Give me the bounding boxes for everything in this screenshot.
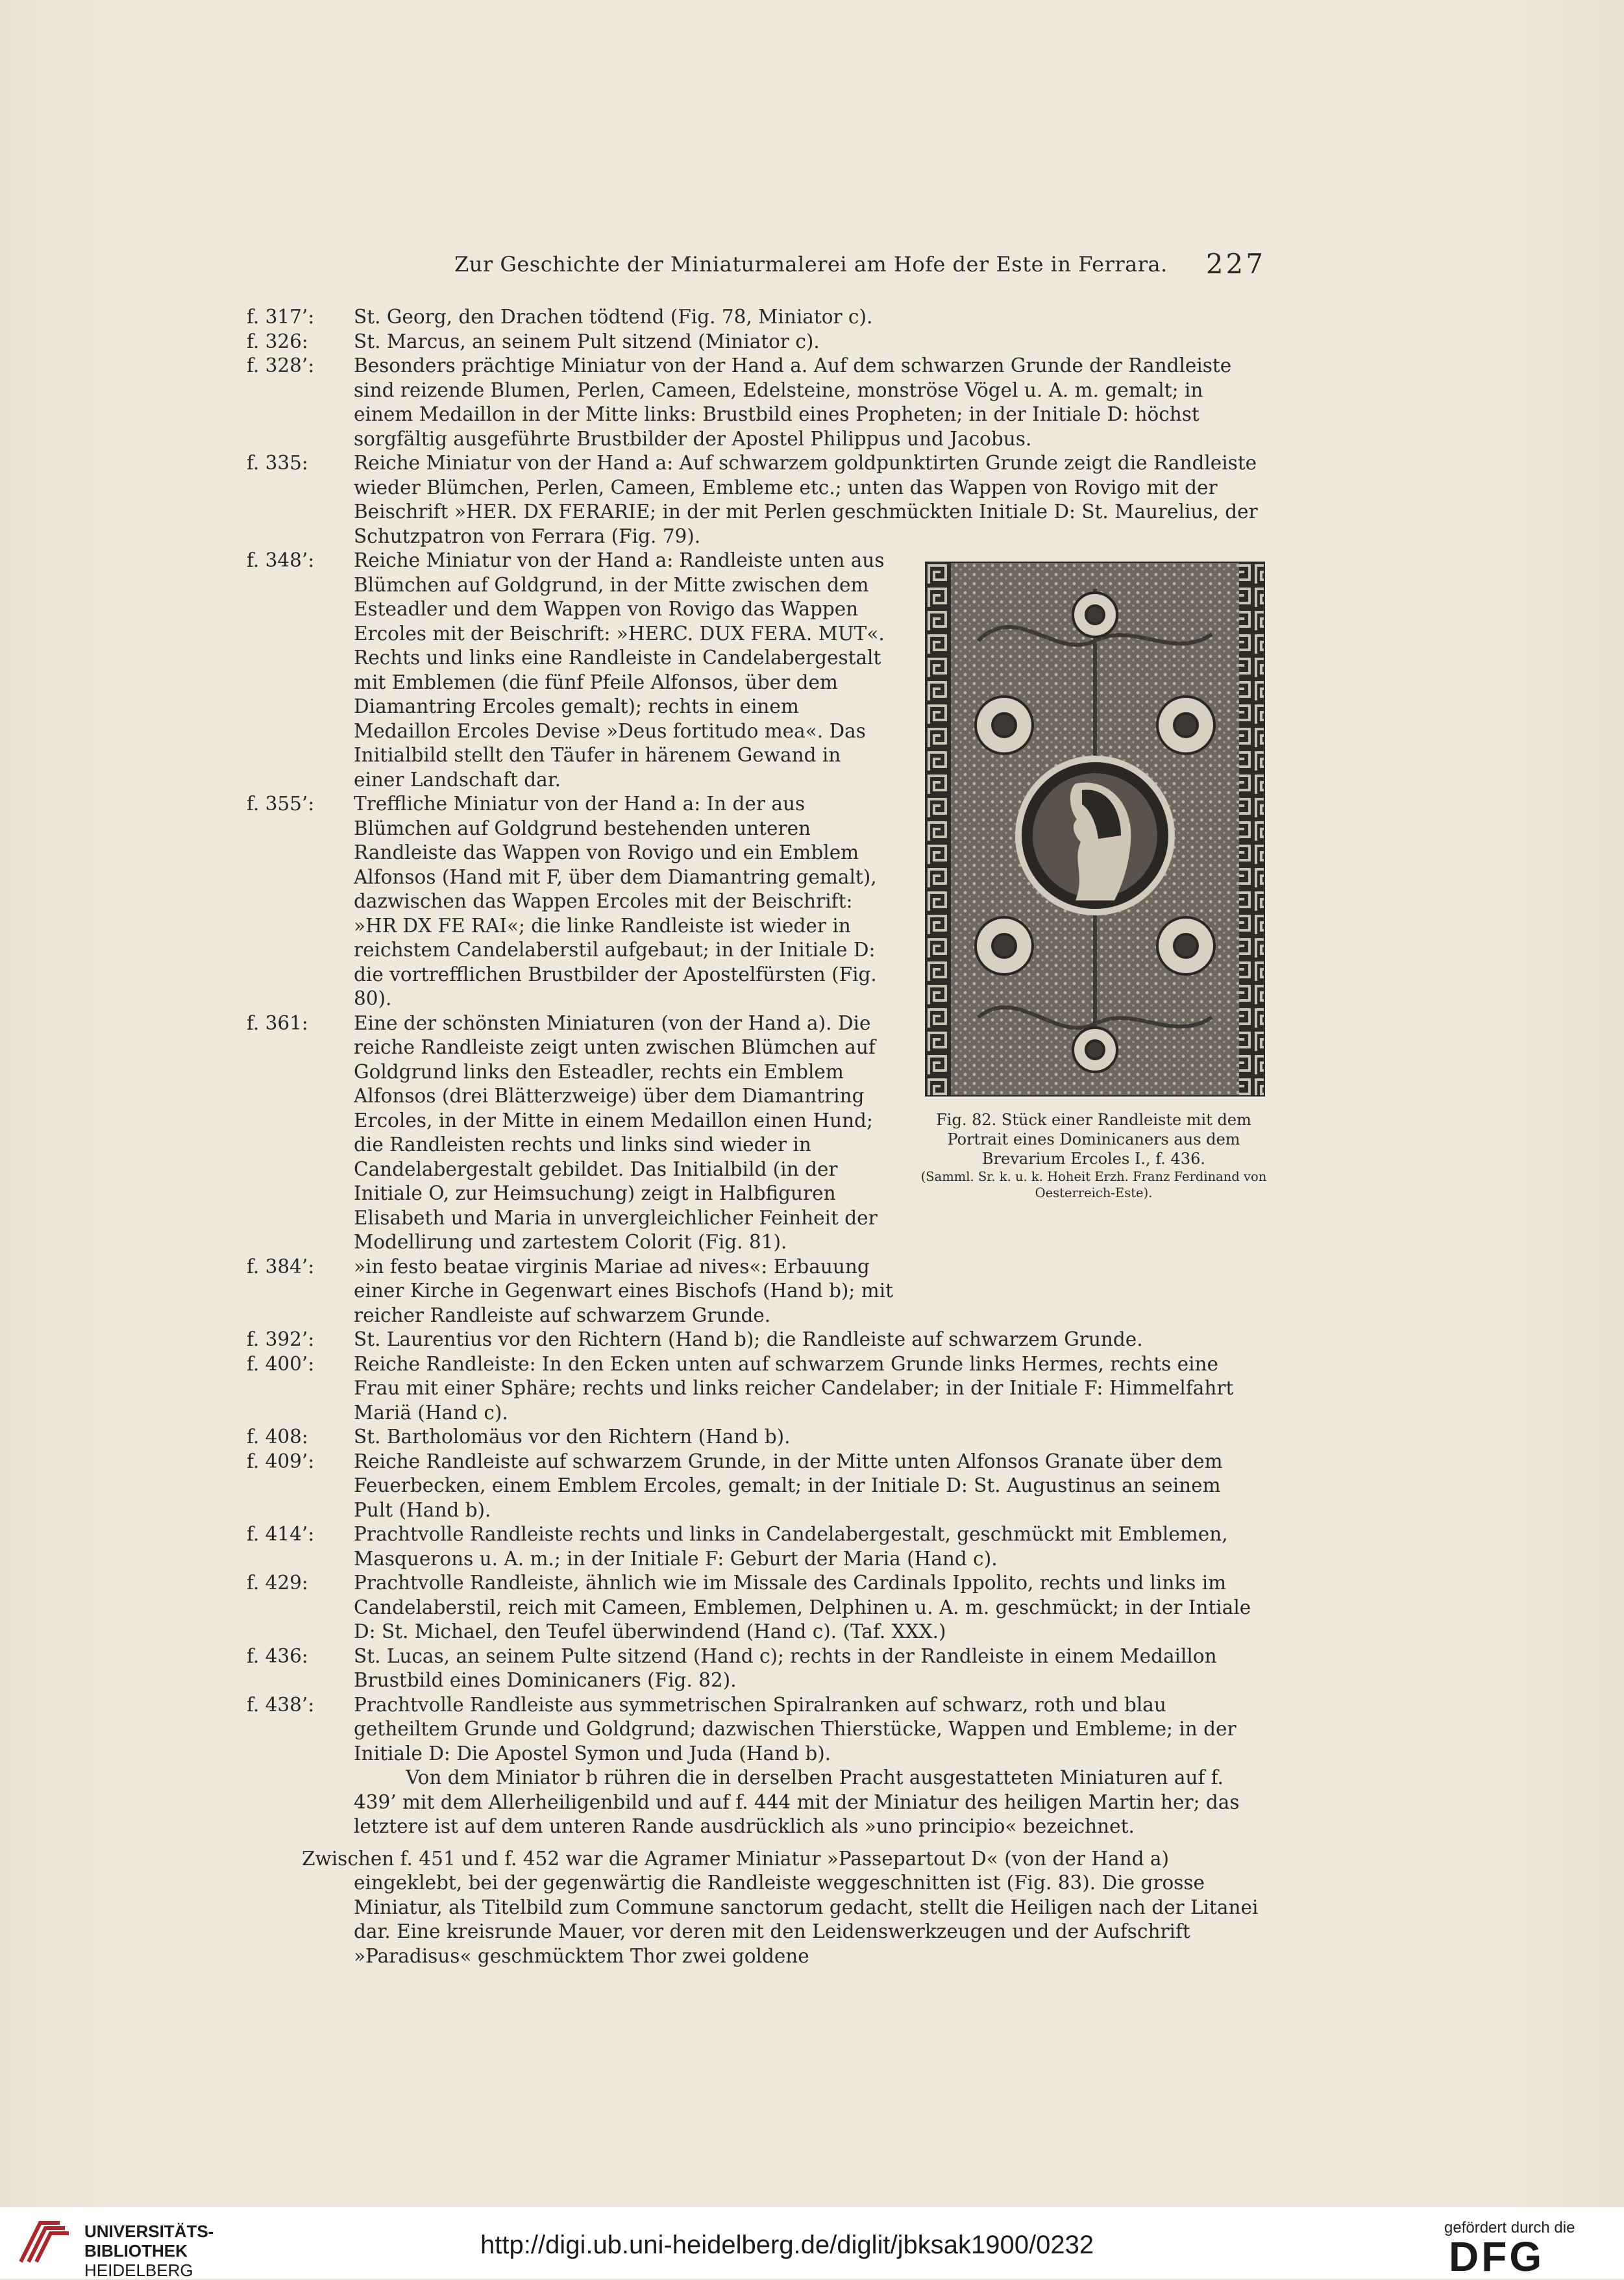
page-number: 227	[1205, 248, 1266, 280]
folio-entry	[247, 451, 1262, 549]
folio-ref: f. 392’:	[247, 1328, 315, 1350]
body-paragraph: Zwischen f. 451 und f. 452 war die Agramer Miniatur »Passepartout D« (von der Hand a) eingeklebt, bei der gegenwärtig die Randleiste weggeschnitten ist (Fig. 83). Die grosse Miniatur, als Titelbild zum Commune sanctorum gedacht, stellt die Heiligen nach der Litanei dar. Eine kreisrunde Mauer, vor deren mit den Leidenswerkzeugen und der Aufschrift »Paradisus« geschmücktem Thor zwei goldene	[302, 1847, 1259, 1967]
folio-ref: f. 361:	[247, 1011, 308, 1034]
folio-entry	[247, 1693, 1262, 1766]
folio-ref: f. 414’:	[247, 1523, 315, 1545]
folio-entry	[247, 1255, 1262, 1328]
funding-note: gefördert durch die	[1444, 2219, 1575, 2237]
folio-ref: f. 335:	[247, 452, 308, 474]
folio-ref: f. 408:	[247, 1426, 308, 1448]
folio-text: St. Laurentius vor den Richtern (Hand b); die Randleiste auf schwarzem Grunde.	[354, 1328, 1143, 1350]
folio-entry	[247, 1352, 1262, 1426]
folio-text: St. Georg, den Drachen tödtend (Fig. 78, Miniator c).	[354, 306, 873, 328]
library-line: BIBLIOTHEK	[84, 2241, 188, 2261]
dfg-logo: DFG	[1449, 2233, 1545, 2280]
folio-ref: f. 438’:	[247, 1693, 315, 1716]
folio-text: Prachtvolle Randleiste, ähnlich wie im Missale des Cardinals Ippolito, rechts und links im Candelaberstil, reich mit Cameen, Emblemen, Delphinen u. A. m. geschmückt; in der Intiale D: St. Michael, den Teufel überwindend (Hand c). (Taf. XXX.)	[354, 1572, 1251, 1642]
folio-entry	[247, 330, 1262, 354]
folio-entry	[247, 354, 1262, 451]
folio-text: St. Bartholomäus vor den Richtern (Hand b).	[354, 1426, 791, 1448]
library-line: UNIVERSITÄTS-	[84, 2222, 214, 2241]
folio-ref: f. 348’:	[247, 549, 315, 571]
body-paragraph: Von dem Miniator b rühren die in derselben Pracht ausgestatteten Miniaturen auf f. 439’ mit dem Allerheiligenbild und auf f. 444 mit der Miniatur des heiligen Martin her; das letztere ist auf dem unteren Rande ausdrücklich als »uno principio« bezeichnet.	[354, 1766, 1240, 1837]
folio-text: St. Marcus, an seinem Pult sitzend (Miniator c).	[354, 330, 820, 353]
running-title: Zur Geschichte der Miniaturmalerei am Hofe der Este in Ferrara.	[454, 252, 1168, 277]
folio-ref: f. 409’:	[247, 1450, 315, 1472]
folio-text: Reiche Miniatur von der Hand a: Randleiste unten aus Blümchen auf Goldgrund, in der Mitte zwischen dem Esteadler und dem Wappen von Rovigo das Wappen Ercoles mit der Beischrift: »HERC. DUX FERA. MUT«. Rechts und links eine Randleiste in Candelabergestalt mit Emblemen (die fünf Pfeile Alfonsos, über dem Diamantring Ercoles gemalt); rechts in einem Medaillon Ercoles Devise »Deus fortitudo mea«. Das Initialbild stellt den Täufer in härenem Gewand in einer Landschaft dar.	[354, 549, 885, 791]
folio-ref: f. 317’:	[247, 306, 315, 328]
folio-text: Reiche Miniatur von der Hand a: Auf schwarzem goldpunktirten Grunde zeigt die Randleiste wieder Blümchen, Perlen, Cameen, Embleme etc.; unten das Wappen von Rovigo mit der Beischrift »HER. DX FERARIE; in der mit Perlen geschmückten Initiale D: St. Maurelius, der Schutzpatron von Ferrara (Fig. 79).	[354, 452, 1258, 547]
university-logo-icon	[14, 2216, 70, 2268]
folio-text: Prachtvolle Randleiste aus symmetrischen Spiralranken auf schwarz, roth und blau getheiltem Grunde und Goldgrund; dazwischen Thierstücke, Wappen und Embleme; in der Initiale D: Die Apostel Symon und Juda (Hand b).	[354, 1693, 1236, 1765]
folio-ref: f. 355’:	[247, 793, 315, 815]
folio-entry	[247, 1450, 1262, 1523]
source-url-link[interactable]: http://digi.ub.uni-heidelberg.de/diglit/jbksak1900/0232	[480, 2231, 1094, 2259]
folio-text: Treffliche Miniatur von der Hand a: In der aus Blümchen auf Goldgrund bestehenden unteren Randleiste das Wappen von Rovigo und ein Emblem Alfonsos (Hand mit F, über dem Diamantring gemalt), dazwischen das Wappen Ercoles mit der Beischrift: »HR DX FE RAI«; die linke Randleiste ist wieder in reichstem Candelaberstil aufgebaut; in der Initiale D: die vortrefflichen Brustbilder der Apostelfürsten (Fig. 80).	[354, 793, 877, 1010]
folio-text: Reiche Randleiste: In den Ecken unten auf schwarzem Grunde links Hermes, rechts eine Frau mit einer Sphäre; rechts und links reicher Candelaber; in der Initiale F: Himmelfahrt Mariä (Hand c).	[354, 1352, 1234, 1424]
footer-bar	[0, 2207, 1624, 2279]
folio-ref: f. 429:	[247, 1572, 308, 1594]
folio-ref: f. 328’:	[247, 354, 315, 377]
folio-entry	[247, 1522, 1262, 1571]
folio-text: »in festo beatae virginis Mariae ad nives«: Erbauung einer Kirche in Gegenwart eines Bischofs (Hand b); mit reicher Randleiste auf schwarzem Grunde.	[354, 1255, 893, 1326]
miniature-image	[926, 563, 1264, 1095]
library-line: HEIDELBERG	[84, 2261, 193, 2280]
caption-credit: (Samml. Sr. k. u. k. Hoheit Erzh. Franz Ferdinand von Oesterreich-Este).	[920, 1169, 1267, 1200]
figure-ornamental-border	[925, 562, 1265, 1097]
folio-entry	[247, 1571, 1262, 1644]
folio-text: Eine der schönsten Miniaturen (von der Hand a). Die reiche Randleiste zeigt unten zwischen Blümchen auf Goldgrund links den Esteadler, rechts ein Emblem Alfonsos (drei Blätterzweige) über dem Diamantring Ercoles, in der Mitte in einem Medaillon einen Hund; die Randleisten rechts und links sind wieder in Candelabergestalt gebildet. Das Initialbild (in der Initiale O, zur Heimsuchung) zeigt in Halbfiguren Elisabeth und Maria in unvergleichlicher Feinheit der Modellirung und zartestem Colorit (Fig. 81).	[354, 1011, 878, 1253]
folio-ref: f. 384’:	[247, 1255, 315, 1278]
library-name	[84, 2222, 214, 2280]
caption-text: Fig. 82. Stück einer Randleiste mit dem Portrait eines Dominicaners aus dem Brevarium Ercoles I., f. 436.	[936, 1111, 1251, 1168]
folio-entry	[247, 305, 1262, 330]
folio-ref: f. 326:	[247, 330, 308, 353]
folio-entry	[247, 1425, 1262, 1450]
figure-caption	[905, 1110, 1282, 1201]
folio-ref: f. 436:	[247, 1644, 308, 1667]
folio-text: Prachtvolle Randleiste rechts und links in Candelabergestalt, geschmückt mit Emblemen, Masquerons u. A. m.; in der Initiale F: Geburt der Maria (Hand c).	[354, 1523, 1228, 1570]
folio-ref: f. 400’:	[247, 1352, 315, 1375]
folio-text: St. Lucas, an seinem Pulte sitzend (Hand c); rechts in der Randleiste in einem Medaillon Brustbild eines Dominicaners (Fig. 82).	[354, 1644, 1217, 1691]
folio-entry	[247, 1644, 1262, 1693]
folio-text: Reiche Randleiste auf schwarzem Grunde, in der Mitte unten Alfonsos Granate über dem Feuerbecken, einem Emblem Ercoles, gemalt; in der Initiale D: St. Augustinus an seinem Pult (Hand b).	[354, 1450, 1223, 1521]
folio-entry	[247, 1328, 1262, 1352]
medallion-portrait	[1018, 759, 1172, 912]
folio-text: Besonders prächtige Miniatur von der Hand a. Auf dem schwarzen Grunde der Randleiste sind reizende Blumen, Perlen, Cameen, Edelsteine, monströse Vögel u. A. m. gemalt; in einem Medaillon in der Mitte links: Brustbild eines Propheten; in der Initiale D: höchst sorgfältig ausgeführte Brustbilder der Apostel Philippus und Jacobus.	[354, 354, 1232, 450]
